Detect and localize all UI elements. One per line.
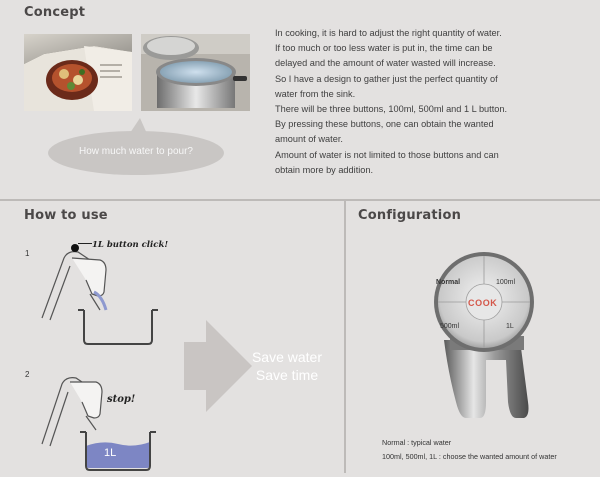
section-divider-horizontal	[0, 199, 600, 201]
step-1-illustration	[30, 240, 180, 350]
cook-button-label[interactable]: COOK	[468, 298, 498, 308]
concept-line: delayed and the amount of water wasted will increase.	[275, 58, 496, 69]
save-water-text: Save water	[251, 349, 323, 365]
section-divider-vertical	[344, 200, 346, 473]
step-1-note: 1L button click!	[92, 240, 169, 250]
concept-line: obtain more by addition.	[275, 164, 374, 175]
save-time-text: Save time	[255, 367, 319, 383]
concept-title: Concept	[24, 5, 86, 20]
legend-normal: Normal : typical water	[382, 438, 452, 447]
step-2-number: 2	[25, 370, 30, 379]
concept-line: So I have a design to gather just the perfect quantity of	[275, 73, 498, 84]
concept-line: Amount of water is not limited to those buttons and can	[275, 149, 499, 160]
concept-line: If too much or too less water is put in, the time can be	[275, 43, 493, 54]
callout-line	[78, 243, 92, 248]
boiling-pot-photo	[141, 34, 250, 111]
knob-label-500ml[interactable]: 500ml	[440, 323, 460, 330]
step-1-number: 1	[25, 249, 30, 258]
how-to-use-title: How to use	[24, 208, 108, 223]
concept-paragraph	[275, 26, 593, 178]
bubble-text: How much water to pour?	[79, 146, 193, 157]
concept-line: amount of water.	[275, 134, 343, 145]
configuration-title: Configuration	[358, 208, 462, 223]
pot-fill-label: 1L	[104, 447, 117, 459]
knob-label-normal[interactable]: Normal	[436, 279, 461, 286]
result-text	[232, 348, 342, 384]
legend-amounts: 100ml, 500ml, 1L : choose the wanted amount of water	[382, 452, 557, 461]
concept-line: In cooking, it is hard to adjust the right quantity of water.	[275, 28, 502, 38]
knob-label-1l[interactable]: 1L	[506, 323, 514, 330]
concept-line: By pressing these buttons, one can obtain the wanted	[275, 119, 494, 130]
cookbook-photo	[24, 34, 132, 111]
knob-label-100ml[interactable]: 100ml	[496, 279, 516, 286]
concept-line: water from the sink.	[275, 88, 356, 99]
step-2-note: stop!	[107, 394, 136, 405]
concept-line: There will be three buttons, 100ml, 500ml and 1 L button.	[275, 104, 508, 115]
